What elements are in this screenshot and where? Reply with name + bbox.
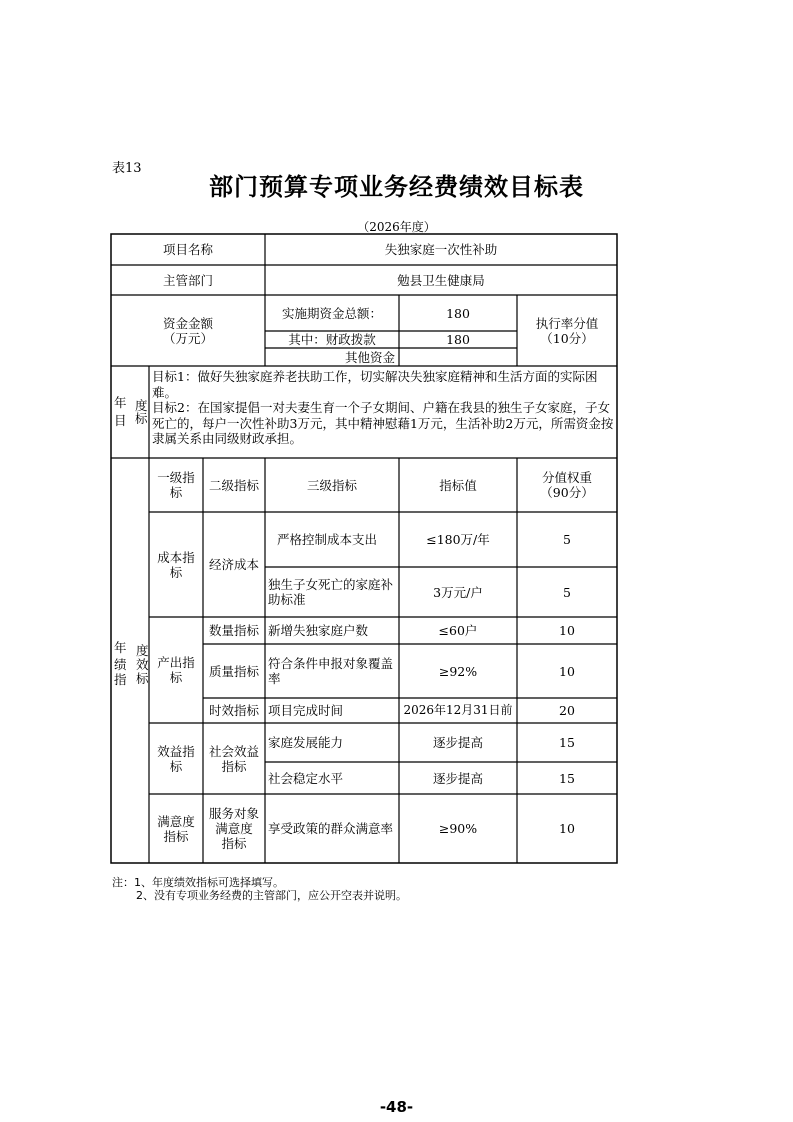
funds-label: 资金金额 （万元） xyxy=(162,315,213,346)
annual-goal-text: 目标1：做好失独家庭养老扶助工作，切实解决失独家庭精神和生活方面的实际困难。 目标2：在国家提倡一对夫妻生育一个子女期间、户籍在我县的独生子女家庭，子女死亡的，每户一次性补助3万元，其中精神慰藉1万元，生活补助2万元，所需资金按隶属关系由同级财政承担。 xyxy=(152,369,614,446)
project-name-value: 失独家庭一次性补助 xyxy=(384,242,498,257)
indicator-row-4-value: 2026年12月31日前 xyxy=(403,703,513,717)
indicator-row-4-weight: 20 xyxy=(559,703,575,718)
group-benefit-level2: 社会效益 指标 xyxy=(208,743,259,774)
fiscal-funds-value: 180 xyxy=(446,332,470,347)
header-value: 指标值 xyxy=(439,477,477,493)
execution-rate-label: 执行率分值 （10分） xyxy=(535,315,599,346)
annual-goal-label-d: 标 xyxy=(135,411,148,426)
indicator-row-1-value: 3万元/户 xyxy=(433,584,483,600)
notes xyxy=(112,876,407,902)
indicator-row-2-value: ≤60户 xyxy=(438,623,478,638)
indicator-row-7-level3: 享受政策的群众满意率 xyxy=(268,821,394,836)
indicator-row-4-level3: 项目完成时间 xyxy=(268,703,344,718)
indicator-row-0-level3: 严格控制成本支出 xyxy=(277,532,378,547)
indicator-row-5-value: 逐步提高 xyxy=(432,735,483,750)
dept-value: 勉县卫生健康局 xyxy=(397,272,485,288)
indicator-row-5-level3: 家庭发展能力 xyxy=(268,735,344,750)
total-funds-value: 180 xyxy=(446,305,470,321)
indicator-row-6-level3: 社会稳定水平 xyxy=(268,770,344,786)
page-title: 部门预算专项业务经费绩效目标表 xyxy=(209,173,584,201)
group-cost-level1: 成本指 标 xyxy=(157,549,195,580)
fiscal-funds-label: 其中：财政拨款 xyxy=(288,332,376,347)
indicator-row-1-level3: 独生子女死亡的家庭补助标准 xyxy=(268,577,394,607)
indicator-side-label-d: 效 xyxy=(136,657,149,672)
header-level1: 一级指 标 xyxy=(157,470,195,500)
total-funds-label: 实施期资金总额： xyxy=(281,305,382,321)
annual-goal-label-c: 目 xyxy=(114,413,127,428)
header-level3: 三级指标 xyxy=(306,477,357,493)
indicator-row-7-weight: 10 xyxy=(559,821,575,836)
note-line-2: 2、没有专项业务经费的主管部门，应公开空表并说明。 xyxy=(136,889,407,902)
other-funds-label: 其他资金 xyxy=(344,349,395,365)
dept-label: 主管部门 xyxy=(162,272,213,288)
group-satisfaction-level2: 服务对象 满意度 指标 xyxy=(208,806,259,851)
project-name-label: 项目名称 xyxy=(162,242,213,257)
indicator-row-3-level2: 质量指标 xyxy=(208,663,259,679)
indicator-row-3-weight: 10 xyxy=(559,663,575,679)
annual-goal-label-a: 年 xyxy=(114,395,127,410)
indicator-side-label-c: 绩 xyxy=(114,657,127,672)
indicator-row-2-weight: 10 xyxy=(559,623,575,638)
group-cost-level2: 经济成本 xyxy=(208,557,259,572)
group-benefit-level1: 效益指 标 xyxy=(157,743,195,774)
note-line-1: 注：1、年度绩效指标可选择填写。 xyxy=(112,876,284,889)
indicator-row-4-level2: 时效指标 xyxy=(208,703,259,718)
indicator-row-3-level3: 符合条件申报对象覆盖率 xyxy=(268,656,394,686)
other-funds-value xyxy=(399,348,517,366)
indicator-row-5-weight: 15 xyxy=(559,735,575,750)
group-output-level1: 产出指 标 xyxy=(157,655,195,685)
indicator-row-1-weight: 5 xyxy=(563,584,571,600)
indicator-row-7-value: ≥90% xyxy=(438,821,478,836)
indicator-row-0-weight: 5 xyxy=(563,532,571,547)
header-level2: 二级指标 xyxy=(208,477,259,493)
indicator-side-label-b: 度 xyxy=(136,643,149,658)
indicator-row-6-weight: 15 xyxy=(559,770,575,786)
indicator-side-label-a: 年 xyxy=(114,640,127,655)
indicator-row-2-level3: 新增失独家庭户数 xyxy=(268,623,369,638)
annual-goal-label-b: 度 xyxy=(135,398,148,413)
indicator-row-6-value: 逐步提高 xyxy=(432,770,483,786)
indicator-side-label-e: 指 xyxy=(114,672,127,687)
year-label: （2026年度） xyxy=(357,220,436,234)
table-number: 表13 xyxy=(112,161,142,176)
group-satisfaction-level1: 满意度 指标 xyxy=(157,813,195,844)
indicator-row-3-value: ≥92% xyxy=(438,663,478,679)
indicator-row-2-level2: 数量指标 xyxy=(208,623,259,638)
indicator-row-0-value: ≤180万/年 xyxy=(426,532,490,547)
page-number: -48- xyxy=(379,1098,414,1116)
indicator-side-label-f: 标 xyxy=(136,671,149,686)
header-weight: 分值权重 （90分） xyxy=(540,470,594,500)
